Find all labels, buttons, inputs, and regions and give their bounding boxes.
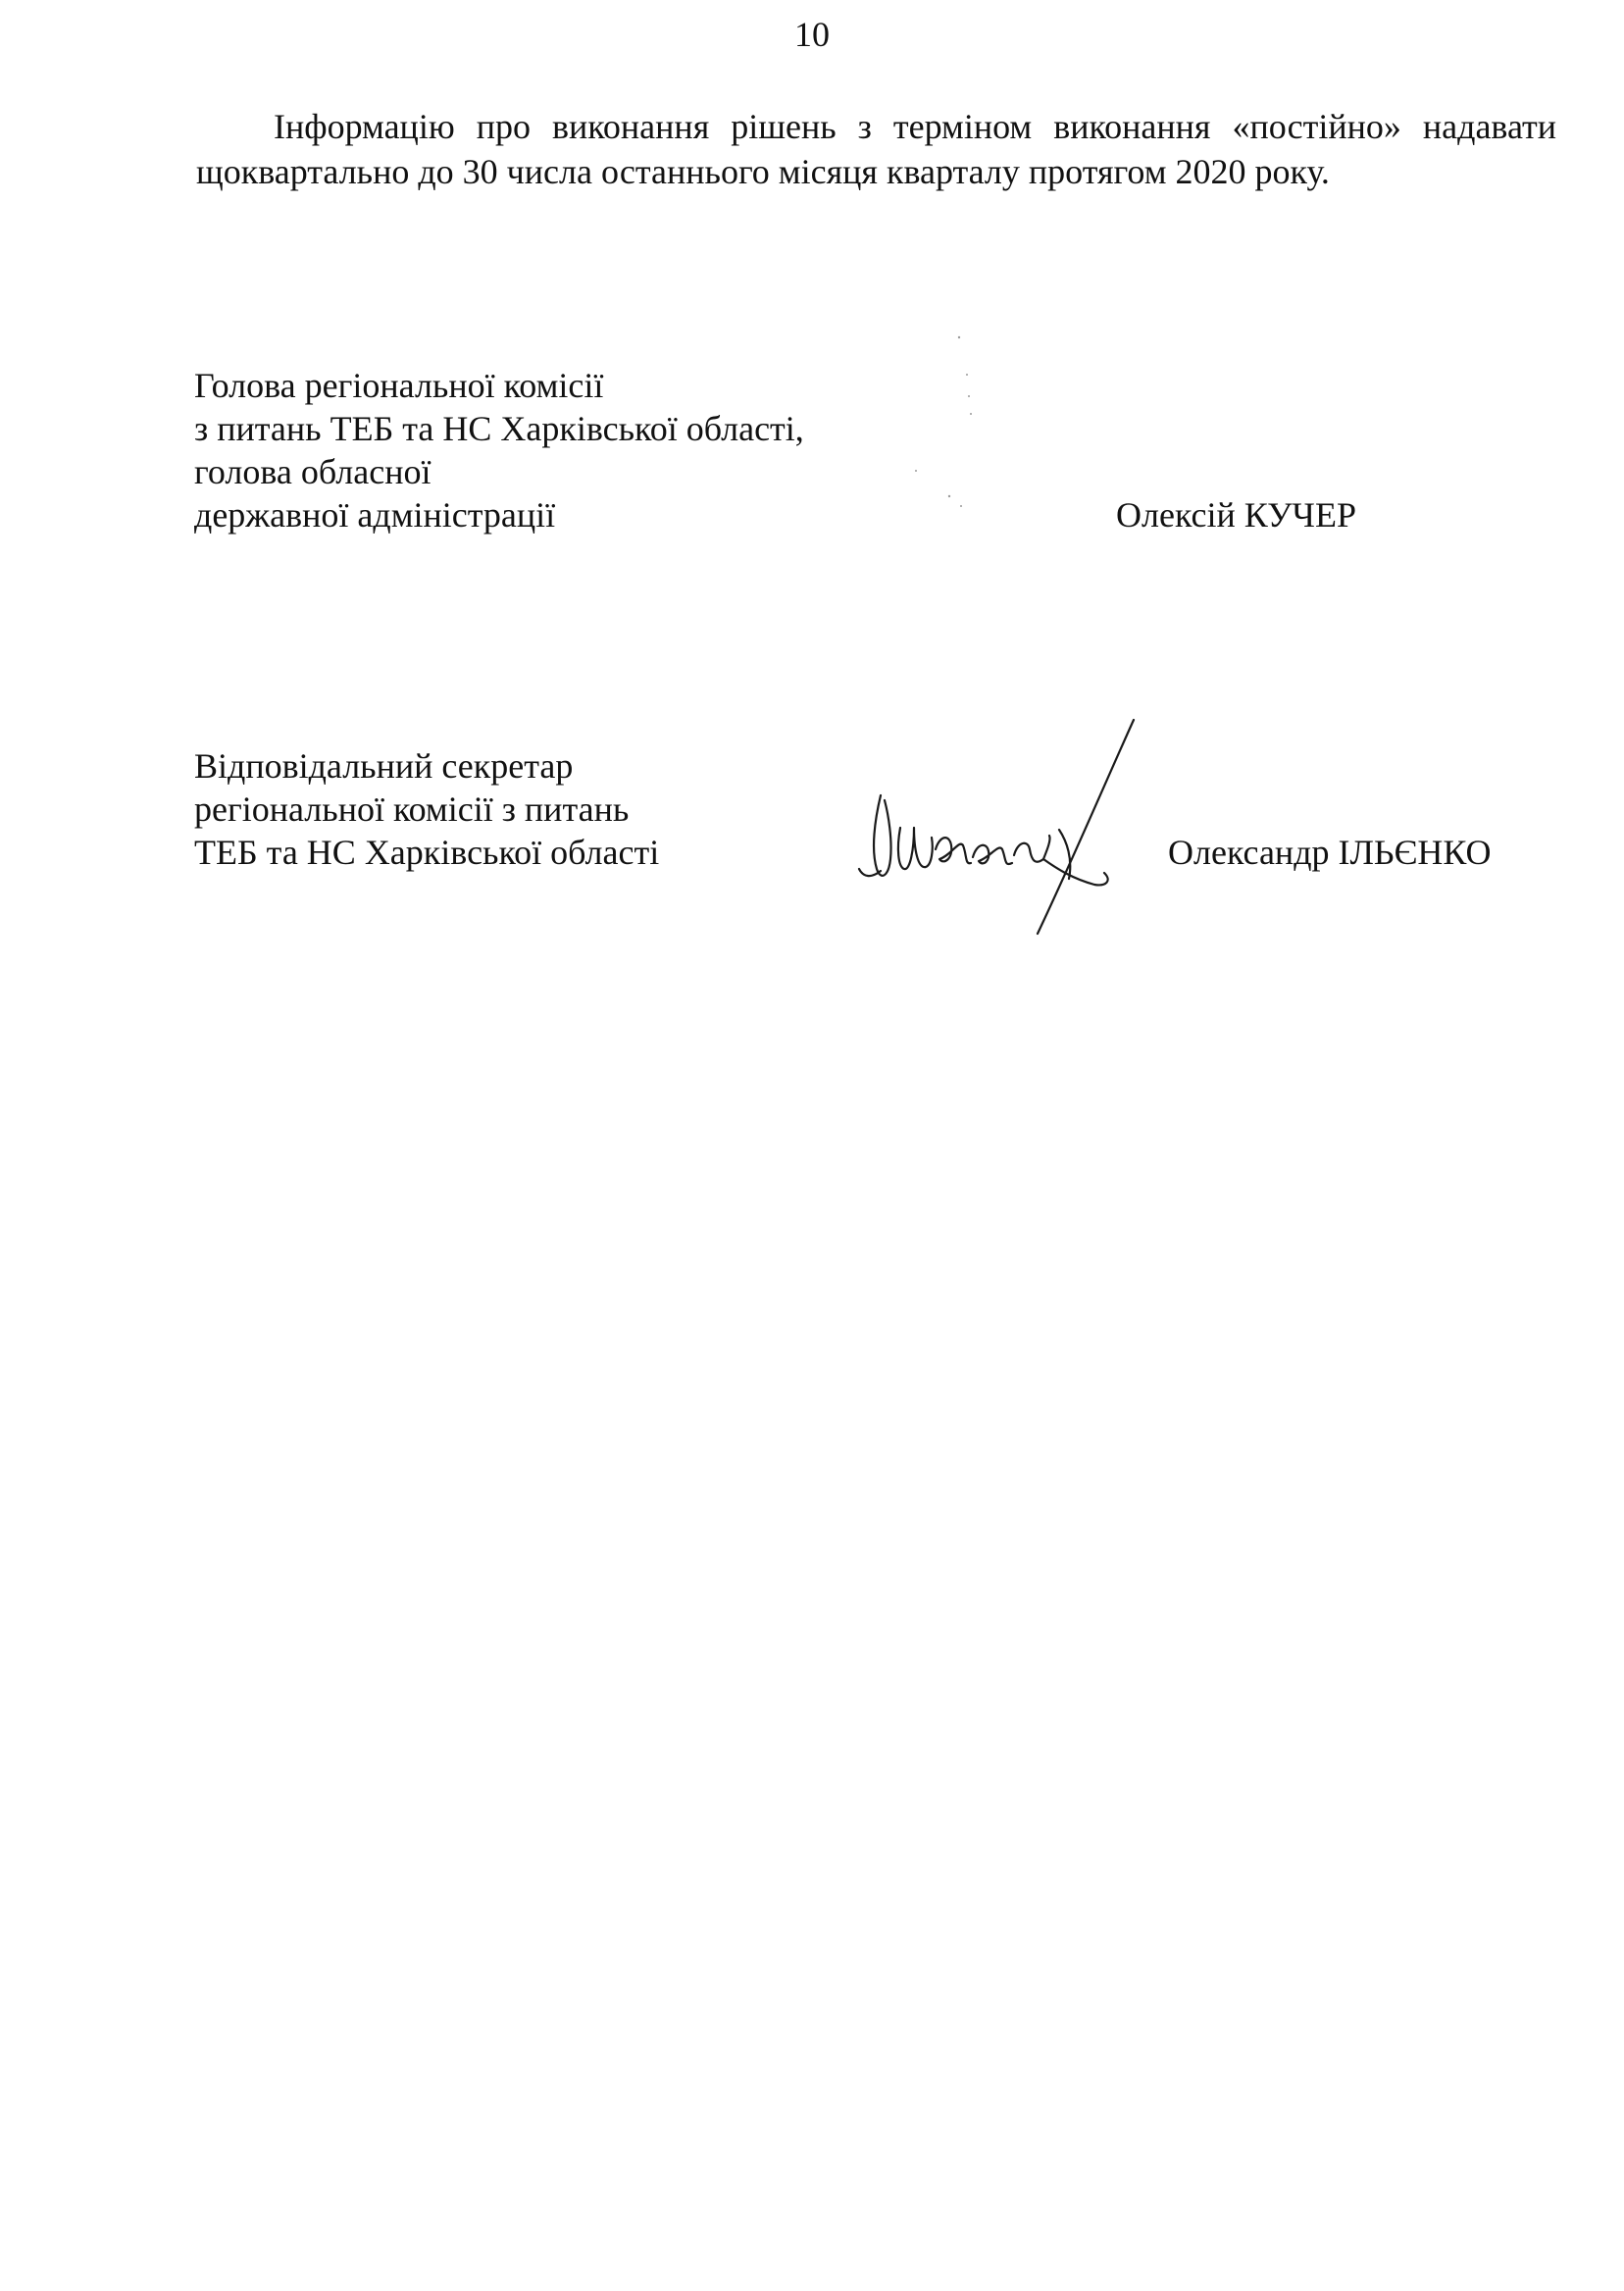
secretary-position — [194, 744, 659, 874]
page-number: 10 — [794, 15, 830, 54]
chairman-position — [194, 364, 804, 536]
body-paragraph: Інформацію про виконання рішень з терміном виконання «постійно» надавати щоквартально до 30 числа останнього місяця кварталу протягом 2020 року. — [196, 107, 1556, 191]
secretary-position-line: Відповідальний секретар — [194, 746, 574, 786]
chairman-position-line: державної адміністрації — [194, 495, 556, 535]
chairman-position-line: голова обласної — [194, 452, 431, 491]
secretary-position-line: ТЕБ та НС Харківської області — [194, 833, 660, 872]
secretary-name: Олександр ІЛЬЄНКО — [1168, 833, 1492, 872]
scan-specks — [902, 324, 1010, 539]
chairman-position-line: з питань ТЕБ та НС Харківської області, — [194, 409, 804, 448]
chairman-position-line: Голова регіональної комісії — [194, 366, 604, 405]
chairman-name: Олексій КУЧЕР — [1116, 495, 1356, 535]
secretary-position-line: регіональної комісії з питань — [194, 789, 630, 829]
handwritten-signature — [841, 712, 1155, 938]
